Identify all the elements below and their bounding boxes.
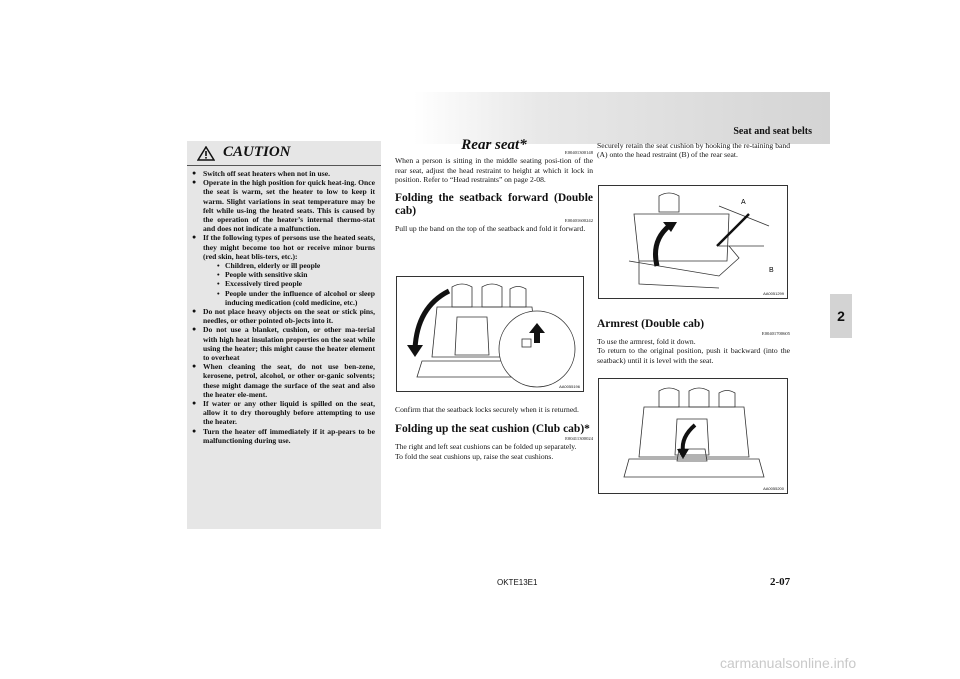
rear-seat-body: When a person is sitting in the middle seating posi-tion of the rear seat, adjust the head restraint to height at which it lock in position. Refer to “Head restraints” on page 2-08. [395,156,593,185]
document-code: OKTE13E1 [497,578,538,587]
caution-item [203,233,375,307]
armrest-code: E00401700605 [761,331,790,336]
armrest-body-2: To return to the original position, push it backward (into the seatback) until it is level with the seat. [597,346,790,365]
label-b: B [769,267,774,274]
caution-sub-item: • Children, elderly or ill people [217,261,375,270]
caution-sub-item: • Excessively tired people [217,279,375,288]
armrest-body-1: To use the armrest, fold it down. [597,337,696,346]
caution-title: CAUTION [223,144,291,160]
folding-cushion-body-2: To fold the seat cushions up, raise the seat cushions. [395,451,554,461]
seatback-locks-text: Confirm that the seatback locks securely when it is returned. [395,405,579,414]
caution-sub-item: • People with sensitive skin [217,270,375,279]
caution-item: ● Operate in the high position for quick heat-ing. Once the seat is warm, set the heater to low to keep it warm. Slight variations in seat temperature may be felt while us-ing the heated seats. This is caused by the operation of the heater’s internal thermo-stat and does not indicate a malfunction. [203,178,375,233]
right-column [597,141,790,160]
caution-item: ● Turn the heater off immediately if it ap-pears to be malfunctioning during use. [203,427,375,445]
folding-seatback-heading: Folding the seatback forward (Double cab) [395,191,593,217]
caution-item: ● If water or any other liquid is spilled on the seat, allow it to dry thoroughly before attempting to use the heater. [203,399,375,427]
folding-seatback-code: E00401600242 [564,217,593,223]
caution-item: ● Do not use a blanket, cushion, or other ma-terial with high heat insulation properties on the seat while using the heater; this might cause the heater element to overheat [203,325,375,362]
section-title: Seat and seat belts [733,126,812,137]
armrest-section [597,318,790,365]
label-a: A [741,199,746,206]
middle-column [395,137,593,233]
caution-sub-item: • People under the influence of alcohol or sleep inducing medication (cold medicine, etc.) [217,289,375,307]
caution-header [187,141,381,166]
seatback-fold-illustration [396,276,584,392]
rear-seat-heading: Rear seat* [461,137,527,153]
caution-item: ● Do not place heavy objects on the seat or stick pins, needles, or other pointed ob-jects into it. [203,307,375,325]
page-number: 2-07 [770,576,791,588]
watermark[interactable]: carmanualsonline.info [720,655,857,671]
cushion-drawing-icon [599,186,787,298]
caution-item: ● When cleaning the seat, do not use ben-zene, kerosene, petrol, alcohol, or other or-ganic solvents; these might damage the surface of the seat and also the heater ele-ment. [203,362,375,399]
seat-drawing-icon [397,277,583,391]
middle-column-lower [395,405,593,461]
retain-band-text: Securely retain the seat cushion by hooking the re-taining band (A) onto the head restraint (B) of the rear seat. [597,141,790,160]
folding-cushion-heading: Folding up the seat cushion (Club cab)* [395,423,590,436]
folding-cushion-body-1: The right and left seat cushions can be folded up separately. [395,442,577,452]
chapter-tab[interactable]: 2 [830,294,852,338]
illustration-code: AA0055200 [763,486,784,491]
cushion-retain-illustration [598,185,788,299]
warning-triangle-icon [197,146,215,161]
armrest-illustration [598,378,788,494]
illustration-code: AA0055196 [559,384,580,389]
armrest-heading: Armrest (Double cab) [597,318,705,330]
folding-seatback-body: Pull up the band on the top of the seatback and fold it forward. [395,223,586,233]
folding-cushion-code: E00411300024 [565,436,593,442]
caution-list [187,166,381,445]
caution-item: ● Switch off seat heaters when not in use. [203,169,375,178]
caution-sub-list [203,261,375,307]
caution-box [187,141,381,529]
rear-seat-code: E00401300148 [564,150,593,156]
illustration-code: AA0051299 [763,291,784,296]
caution-item-text: If the following types of persons use the heated seats, they might become too hot or receive minor burns (red skin, heat blis-ters, etc.): [203,233,375,261]
armrest-drawing-icon [599,379,787,493]
